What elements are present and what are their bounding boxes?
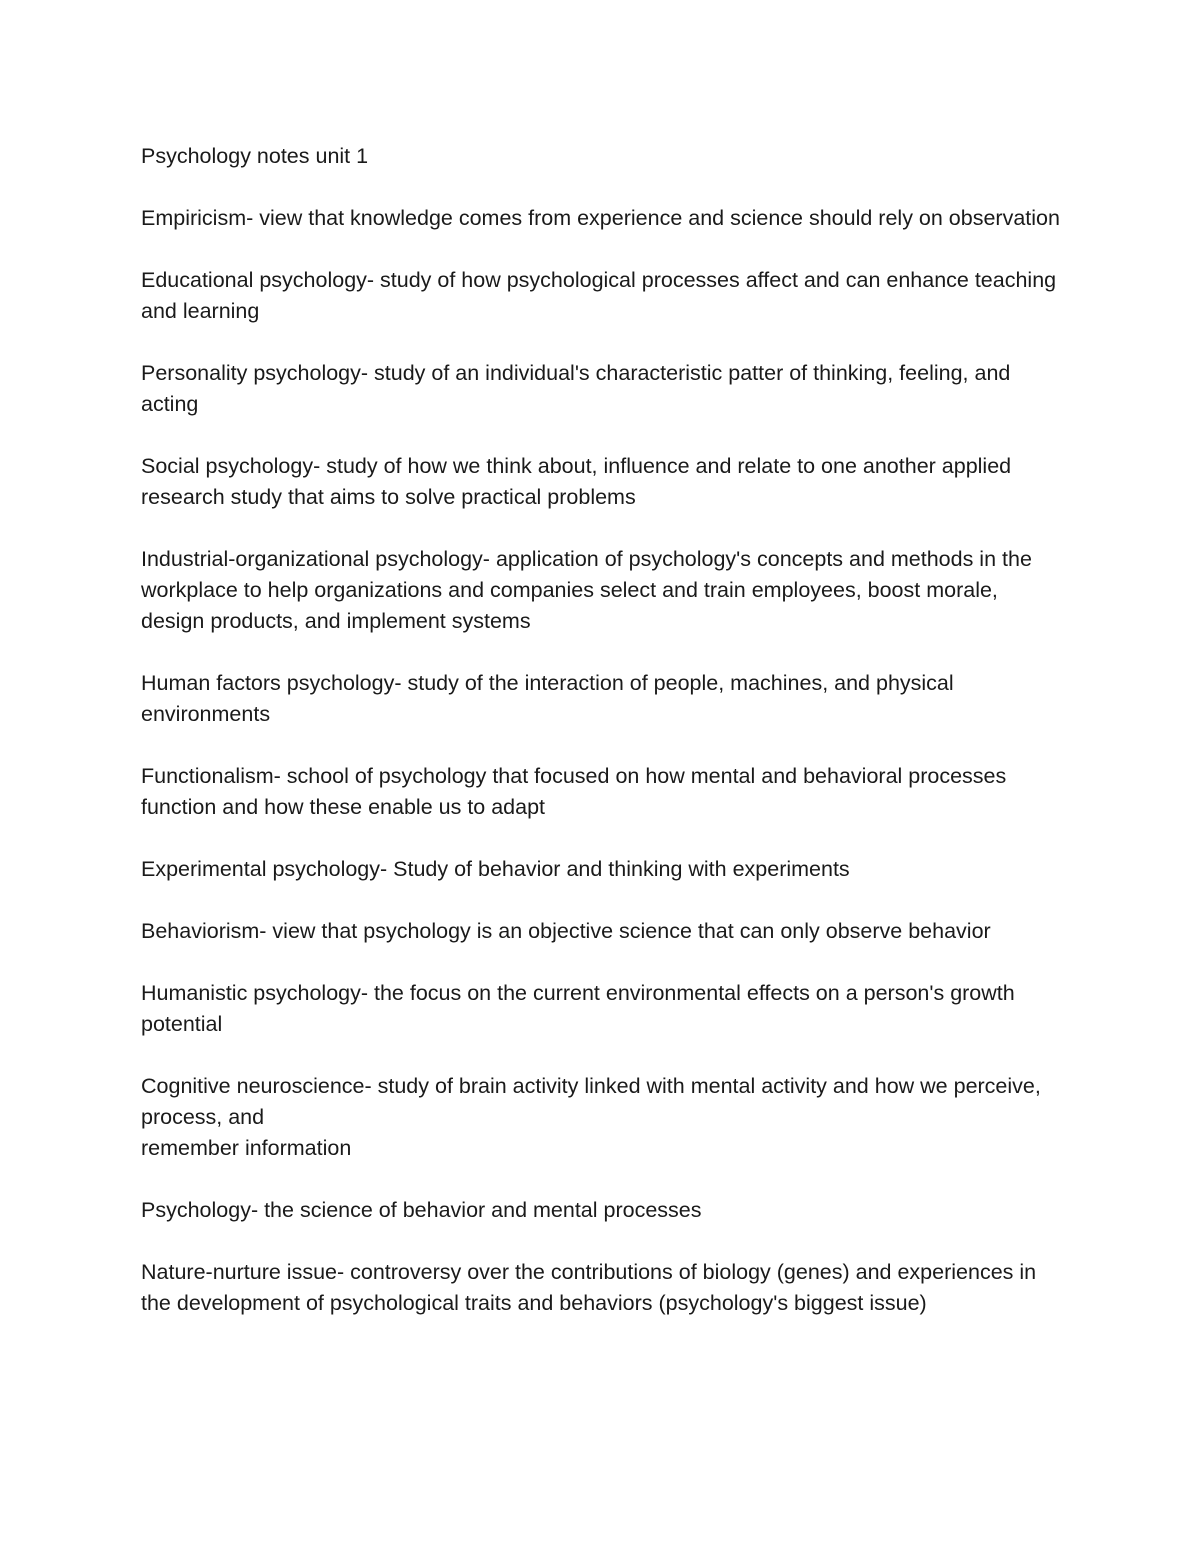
definition-text: Experimental psychology- Study of behavior and thinking with experiments (141, 857, 850, 881)
definition-text: remember information (141, 1136, 352, 1160)
definition-entry (141, 916, 1066, 947)
definition-entry (141, 203, 1066, 234)
definition-text: Nature-nurture issue- controversy over the contributions of biology (genes) and experiences in the development of psychological traits and behaviors (psychology's biggest issue) (141, 1260, 1037, 1315)
definition-text: Humanistic psychology- the focus on the current environmental effects on a person's growth potential (141, 981, 1015, 1036)
definition-text: Functionalism- school of psychology that focused on how mental and behavioral processes function and how these enable us to adapt (141, 764, 1007, 819)
definition-entry (141, 1195, 1066, 1226)
definition-entry (141, 668, 1066, 730)
definition-entry (141, 978, 1066, 1040)
definition-text: Educational psychology- study of how psychological processes affect and can enhance teaching and learning (141, 268, 1057, 323)
definition-entry (141, 761, 1066, 823)
definition-text: Empiricism- view that knowledge comes from experience and science should rely on observation (141, 206, 1060, 230)
definition-text: Social psychology- study of how we think about, influence and relate to one another applied research study that aims to solve practical problems (141, 454, 1012, 509)
definition-text: Behaviorism- view that psychology is an objective science that can only observe behavior (141, 919, 991, 943)
definition-text: Cognitive neuroscience- study of brain activity linked with mental activity and how we perceive, process, and (141, 1074, 1041, 1129)
definition-text: Personality psychology- study of an individual's characteristic patter of thinking, feeling, and acting (141, 361, 1011, 416)
document-title: Psychology notes unit 1 (141, 144, 369, 168)
definition-entry (141, 854, 1066, 885)
definition-entry (141, 544, 1066, 637)
definition-text: Industrial-organizational psychology- application of psychology's concepts and methods in the workplace to help organizations and companies select and train employees, boost morale, design products, and implement systems (141, 547, 1032, 633)
definition-entry (141, 1071, 1066, 1164)
definition-entry (141, 265, 1066, 327)
document-page (141, 141, 1066, 1350)
definition-list (141, 203, 1066, 1319)
definition-entry (141, 358, 1066, 420)
definition-entry (141, 1257, 1066, 1319)
definition-text: Human factors psychology- study of the interaction of people, machines, and physical environments (141, 671, 954, 726)
definition-text: Psychology- the science of behavior and mental processes (141, 1198, 702, 1222)
definition-entry (141, 451, 1066, 513)
